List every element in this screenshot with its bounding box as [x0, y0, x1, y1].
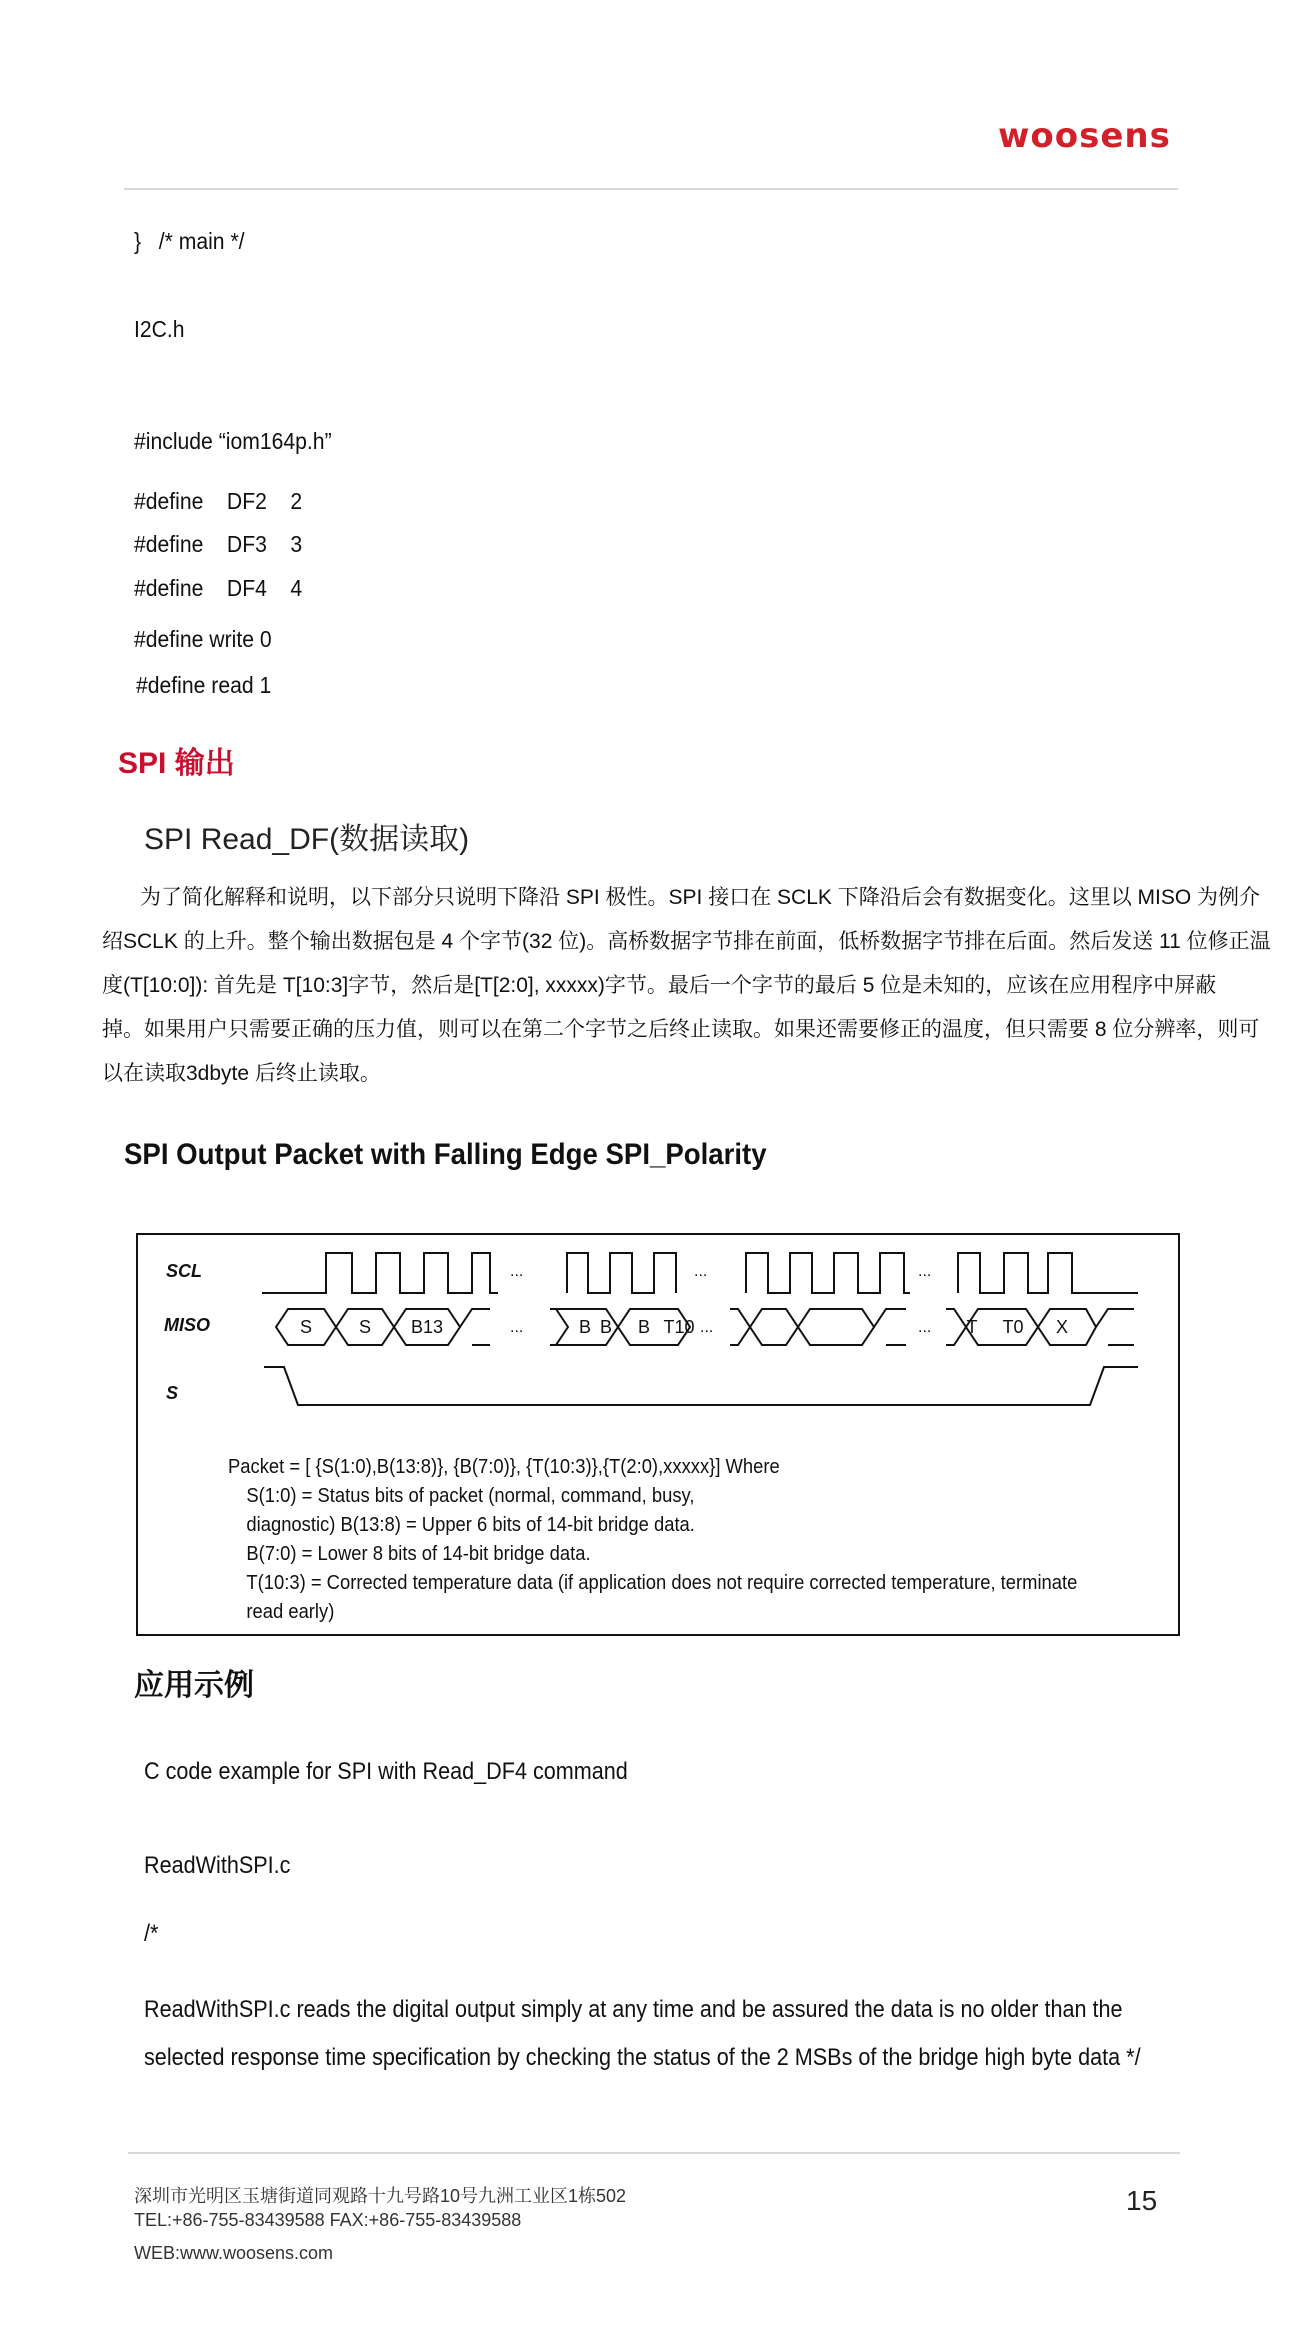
scl-waveform-2 — [567, 1253, 676, 1293]
spi-description-line: 度(T[10:0]): 首先是 T[10:3]字节，然后是[T[2:0], xxxxx)字节。最后一个字节的最后 5 位是未知的，应该在应用程序中屏蔽 — [102, 974, 1217, 997]
file-readwithspi: ReadWithSPI.c — [144, 1852, 291, 1879]
packet-line: S(1:0) = Status bits of packet (normal, command, busy, — [246, 1485, 695, 1507]
packet-line: T(10:3) = Corrected temperature data (if application does not require corrected temperature, terminate — [246, 1572, 1078, 1594]
s-waveform — [264, 1367, 1138, 1405]
miso-cell: B — [637, 1317, 650, 1337]
miso-ellipsis: ... — [510, 1319, 524, 1336]
miso-cell: S — [299, 1317, 312, 1337]
code-define-read: #define read 1 — [136, 672, 272, 698]
miso-cell: B — [599, 1317, 612, 1337]
miso-cell: S — [358, 1317, 371, 1337]
miso-cell: B13 — [410, 1317, 444, 1337]
miso-cell: T10 — [663, 1317, 695, 1337]
spi-description-line: 以在读取3dbyte 后终止读取。 — [102, 1062, 381, 1085]
code-define-df3: #define DF3 3 — [134, 531, 303, 557]
signal-label-scl: SCL — [166, 1261, 202, 1281]
miso-cell: T — [966, 1317, 978, 1337]
c-code-example-label: C code example for SPI with Read_DF4 command — [144, 1758, 628, 1785]
code-include: #include “iom164p.h” — [134, 428, 332, 454]
miso-cell: B — [578, 1317, 591, 1337]
section-subtitle-spi-read: SPI Read_DF(数据读取) — [144, 823, 470, 856]
readwithspi-desc-line: ReadWithSPI.c reads the digital output simply at any time and be assured the data is no older than the — [144, 1996, 1123, 2023]
code-main-end: } /* main */ — [134, 228, 245, 254]
footer-tel-fax: TEL:+86-755-83439588 FAX:+86-755-83439588 — [134, 2210, 522, 2230]
scl-waveform-4 — [958, 1253, 1138, 1293]
spi-timing-diagram — [136, 1233, 1180, 1636]
header-divider — [124, 188, 1178, 190]
scl-ellipsis: ... — [918, 1263, 932, 1280]
packet-description — [228, 1453, 1077, 1627]
footer-address: 深圳市光明区玉塘街道同观路十九号路10号九洲工业区1栋502 — [134, 2186, 627, 2206]
spi-description — [102, 876, 1271, 1096]
page-number: 15 — [1126, 2185, 1158, 2216]
miso-ellipsis: ... — [700, 1319, 714, 1336]
packet-line: Packet = [ {S(1:0),B(13:8)}, {B(7:0)}, {T(10:3)},{T(2:0),xxxxx}] Where — [228, 1456, 780, 1478]
scl-ellipsis: ... — [510, 1263, 524, 1280]
signal-label-miso: MISO — [164, 1315, 211, 1335]
miso-cell: T0 — [1002, 1317, 1024, 1337]
comment-open: /* — [144, 1920, 159, 1947]
spi-description-line: 掉。如果用户只需要正确的压力值，则可以在第二个字节之后终止读取。如果还需要修正的温度，但只需要 8 位分辨率，则可 — [102, 1018, 1260, 1041]
spi-description-line: 绍SCLK 的上升。整个输出数据包是 4 个字节(32 位)。高桥数据字节排在前面，低桥数据字节排在后面。然后发送 11 位修正温 — [102, 930, 1271, 953]
code-define-df2: #define DF2 2 — [134, 488, 303, 514]
miso-ellipsis: ... — [918, 1319, 932, 1336]
spi-description-line: 为了简化解释和说明，以下部分只说明下降沿 SPI 极性。SPI 接口在 SCLK 下降沿后会有数据变化。这里以 MISO 为例介 — [140, 886, 1261, 909]
section-title-spi-output: SPI 输出 — [118, 747, 235, 780]
footer-web: WEB:www.woosens.com — [134, 2243, 334, 2263]
signal-label-s: S — [166, 1383, 179, 1403]
readwithspi-desc-line: selected response time specification by checking the status of the 2 MSBs of the bridge high byte data */ — [144, 2044, 1141, 2071]
code-define-df4: #define DF4 4 — [134, 575, 303, 601]
miso-bus-3 — [730, 1309, 906, 1345]
code-define-write: #define write 0 — [134, 626, 272, 652]
packet-line: diagnostic) B(13:8) = Upper 6 bits of 14-bit bridge data. — [246, 1514, 695, 1536]
packet-line: B(7:0) = Lower 8 bits of 14-bit bridge data. — [246, 1543, 591, 1565]
woosens-logo: woosens — [998, 116, 1171, 156]
diagram-title: SPI Output Packet with Falling Edge SPI_Polarity — [124, 1138, 767, 1171]
scl-waveform-3 — [746, 1253, 910, 1293]
scl-ellipsis: ... — [694, 1263, 708, 1280]
miso-cell: X — [1055, 1317, 1068, 1337]
scl-waveform-1 — [262, 1253, 498, 1293]
packet-line: read early) — [246, 1601, 335, 1623]
footer-divider — [128, 2152, 1180, 2154]
section-title-app-example: 应用示例 — [134, 1669, 254, 1702]
code-file-i2c: I2C.h — [134, 316, 185, 342]
